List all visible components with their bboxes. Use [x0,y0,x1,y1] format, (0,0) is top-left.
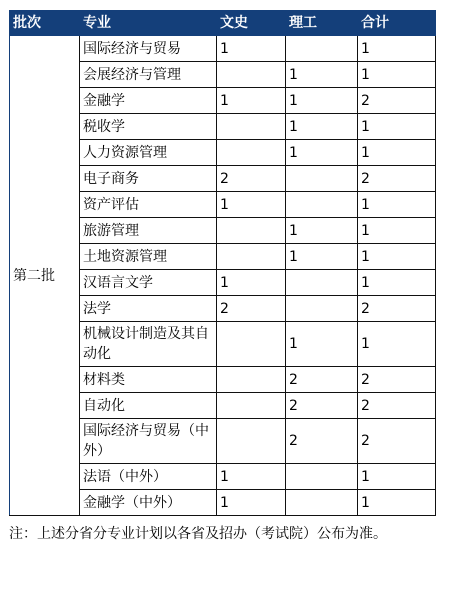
total-cell: 1 [358,218,436,244]
major-cell: 国际经济与贸易 [80,36,217,62]
ligong-cell: 2 [286,367,358,393]
wenshi-cell [217,367,286,393]
enrollment-plan [9,10,435,545]
total-cell: 2 [358,367,436,393]
ligong-cell: 1 [286,88,358,114]
table-header-row [10,11,436,36]
total-cell: 1 [358,464,436,490]
major-cell: 汉语言文学 [80,270,217,296]
ligong-cell: 1 [286,62,358,88]
major-cell: 旅游管理 [80,218,217,244]
total-cell: 1 [358,114,436,140]
ligong-cell: 2 [286,393,358,419]
ligong-cell [286,166,358,192]
major-cell: 金融学 [80,88,217,114]
header-wenshi: 文史 [217,11,286,36]
header-ligong: 理工 [286,11,358,36]
wenshi-cell: 1 [217,464,286,490]
ligong-cell: 1 [286,218,358,244]
total-cell: 1 [358,244,436,270]
total-cell: 1 [358,490,436,516]
wenshi-cell [217,419,286,464]
ligong-cell [286,36,358,62]
wenshi-cell: 1 [217,88,286,114]
major-cell: 机械设计制造及其自动化 [80,322,217,367]
total-cell: 1 [358,62,436,88]
wenshi-cell: 2 [217,296,286,322]
major-cell: 会展经济与管理 [80,62,217,88]
total-cell: 1 [358,270,436,296]
wenshi-cell: 1 [217,270,286,296]
total-cell: 2 [358,419,436,464]
ligong-cell: 2 [286,419,358,464]
major-cell: 人力资源管理 [80,140,217,166]
ligong-cell [286,270,358,296]
ligong-cell: 1 [286,114,358,140]
major-cell: 法学 [80,296,217,322]
wenshi-cell: 2 [217,166,286,192]
table-body [10,36,436,516]
major-cell: 材料类 [80,367,217,393]
header-major: 专业 [80,11,217,36]
batch-cell: 第二批 [10,36,80,516]
header-batch: 批次 [10,11,80,36]
wenshi-cell [217,140,286,166]
total-cell: 1 [358,192,436,218]
ligong-cell [286,296,358,322]
major-cell: 电子商务 [80,166,217,192]
ligong-cell: 1 [286,244,358,270]
wenshi-cell [217,114,286,140]
wenshi-cell: 1 [217,36,286,62]
wenshi-cell [217,62,286,88]
ligong-cell [286,464,358,490]
total-cell: 2 [358,166,436,192]
wenshi-cell [217,322,286,367]
major-cell: 国际经济与贸易（中外） [80,419,217,464]
ligong-cell [286,490,358,516]
major-cell: 资产评估 [80,192,217,218]
wenshi-cell [217,244,286,270]
footnote: 注：上述分省分专业计划以各省及招办（考试院）公布为准。 [9,526,387,542]
wenshi-cell [217,393,286,419]
table-row [10,36,436,62]
major-cell: 法语（中外） [80,464,217,490]
ligong-cell [286,192,358,218]
total-cell: 2 [358,296,436,322]
ligong-cell: 1 [286,322,358,367]
wenshi-cell: 1 [217,192,286,218]
major-cell: 土地资源管理 [80,244,217,270]
total-cell: 1 [358,322,436,367]
total-cell: 1 [358,36,436,62]
wenshi-cell [217,218,286,244]
header-total: 合计 [358,11,436,36]
wenshi-cell: 1 [217,490,286,516]
major-cell: 自动化 [80,393,217,419]
major-cell: 税收学 [80,114,217,140]
total-cell: 2 [358,88,436,114]
enrollment-table [9,10,436,516]
ligong-cell: 1 [286,140,358,166]
total-cell: 1 [358,140,436,166]
major-cell: 金融学（中外） [80,490,217,516]
total-cell: 2 [358,393,436,419]
